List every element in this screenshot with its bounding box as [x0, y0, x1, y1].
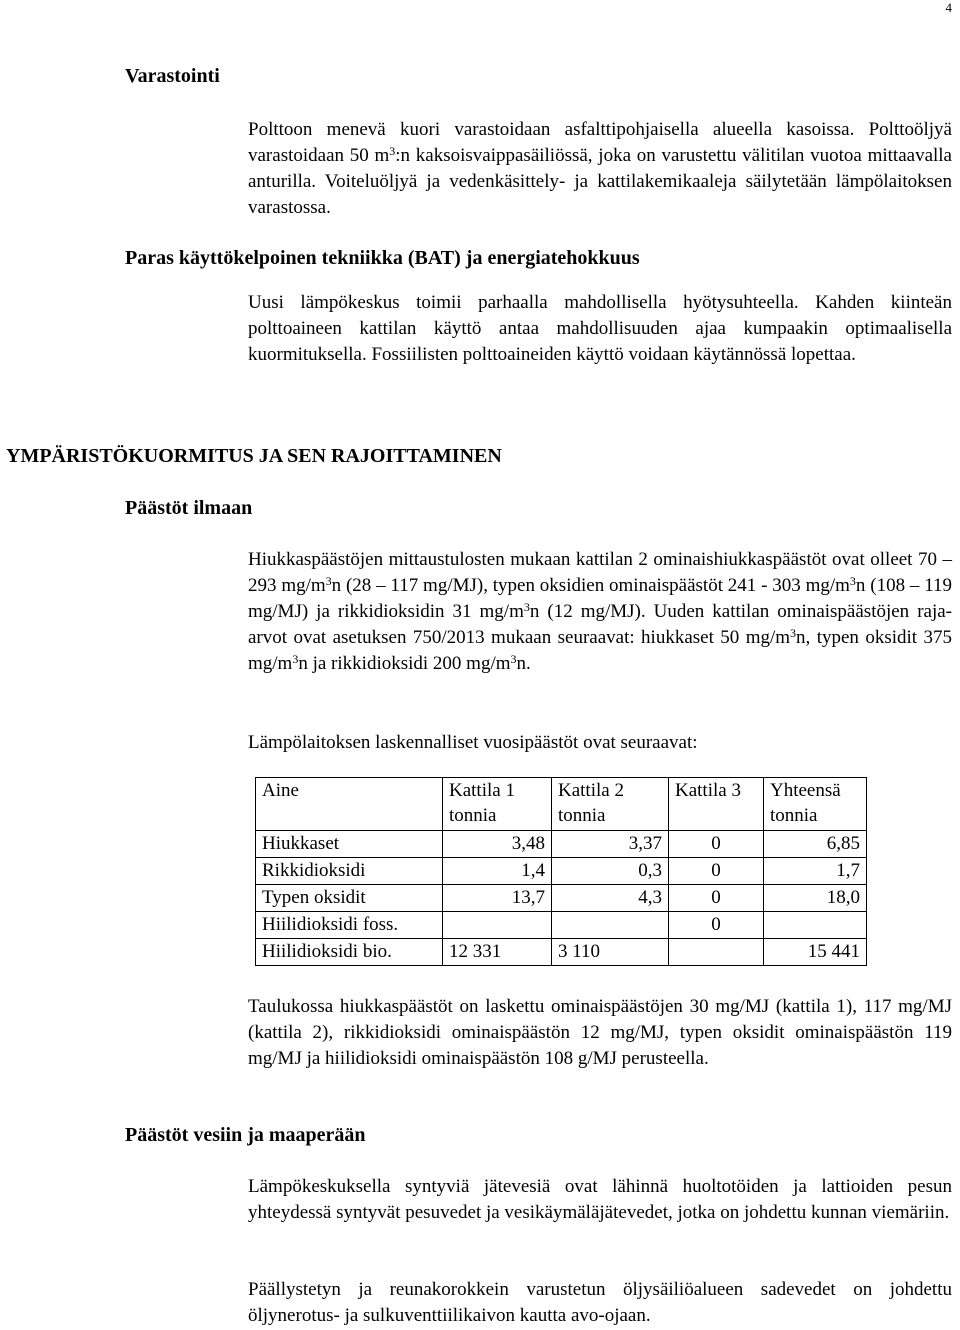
table-cell	[443, 912, 552, 939]
table-cell: 0,3	[552, 858, 669, 885]
table-cell: 1,4	[443, 858, 552, 885]
table-cell: Typen oksidit	[256, 885, 443, 912]
table-row	[256, 939, 867, 966]
heading-paastot-vesiin: Päästöt vesiin ja maaperään	[125, 1124, 366, 1146]
table-cell: 4,3	[552, 885, 669, 912]
table-cell: 18,0	[764, 885, 867, 912]
paragraph-varastointi	[248, 117, 952, 221]
table-cell: 15 441	[764, 939, 867, 966]
table-cell: Hiilidioksidi bio.	[256, 939, 443, 966]
paragraph-jatevedet: Lämpökeskuksella syntyviä jätevesiä ovat lähinnä huoltotöiden ja lattioiden pesun yhteydessä syntyvät pesuvedet ja vesikäymäläjätevedet, jotka on johdettu kunnan viemäriin.	[248, 1176, 952, 1223]
paragraph-sadevedet: Päällystetyn ja reunakorokkein varustetun öljysäiliöalueen sadevedet on johdettu öljynerotus- ja sulkuventtiilikaivon kautta avo-ojaan.	[248, 1279, 952, 1326]
table-cell: 0	[669, 912, 764, 939]
paragraph-vuosipaastot-intro: Lämpölaitoksen laskennalliset vuosipäästöt ovat seuraavat:	[248, 732, 698, 753]
superscript: 3	[292, 652, 299, 666]
text-segment: Hiukkaspäästöjen mittaustulosten mukaan kattilan 2 ominaishiukkaspäästöt ovat olleet 70 – 293 mg/m	[248, 549, 952, 596]
table-cell: Hiilidioksidi foss.	[256, 912, 443, 939]
table-cell: 0	[669, 831, 764, 858]
text-segment: Polttoon menevä kuori varastoidaan asfalttipohjaisella alueella kasoissa. Polttoöljyä varastoidaan 50 m	[248, 119, 952, 166]
table-cell: 3,37	[552, 831, 669, 858]
text-segment: n.	[516, 653, 531, 674]
table-row	[256, 885, 867, 912]
superscript: 3	[389, 144, 396, 158]
table-header-row	[256, 778, 867, 831]
heading-bat: Paras käyttökelpoinen tekniikka (BAT) ja energiatehokkuus	[125, 247, 640, 269]
table-header-cell: Yhteensä tonnia	[764, 778, 867, 831]
text-segment: n (108 – 119 mg/MJ) ja rikkidioksidin 31 mg/m	[248, 575, 952, 622]
table-cell: 3,48	[443, 831, 552, 858]
heading-ymparistokuormitus: YMPÄRISTÖKUORMITUS JA SEN RAJOITTAMINEN	[6, 445, 502, 467]
paragraph-taulukko-selite: Taulukossa hiukkaspäästöt on laskettu ominaispäästöjen 30 mg/MJ (kattila 1), 117 mg/MJ (kattila 2), rikkidioksidi ominaispäästön 12 mg/MJ, typen oksidit ominaispäästön 119 mg/MJ ja hiilidioksidi ominaispäästön 108 g/MJ perusteella.	[248, 996, 952, 1069]
paragraph-hiukkaspaastot	[248, 547, 952, 677]
paragraph-bat: Uusi lämpökeskus toimii parhaalla mahdollisella hyötysuhteella. Kahden kiinteän polttoaineen kattilan käyttö antaa mahdollisuuden ajaa kumpaakin optimaalisella kuormituksella. Fossiilisten polttoaineiden käyttö voidaan käytännössä lopettaa.	[248, 292, 952, 365]
heading-varastointi: Varastointi	[125, 65, 220, 87]
table-row	[256, 858, 867, 885]
table-header-cell: Kattila 3	[669, 778, 764, 831]
superscript: 3	[790, 626, 797, 640]
table-header-cell: Kattila 1 tonnia	[443, 778, 552, 831]
superscript: 3	[849, 574, 856, 588]
table-cell: Rikkidioksidi	[256, 858, 443, 885]
table-cell: 3 110	[552, 939, 669, 966]
table-cell	[669, 939, 764, 966]
table-cell: 0	[669, 885, 764, 912]
superscript: 3	[325, 574, 332, 588]
heading-paastot-ilmaan: Päästöt ilmaan	[125, 497, 253, 519]
emissions-table	[255, 777, 867, 966]
table-row	[256, 831, 867, 858]
table-cell: 6,85	[764, 831, 867, 858]
superscript: 3	[510, 652, 517, 666]
table-cell	[552, 912, 669, 939]
text-segment: n (28 – 117 mg/MJ), typen oksidien ominaispäästöt 241 - 303 mg/m	[331, 575, 850, 596]
table-cell: 12 331	[443, 939, 552, 966]
text-segment: n (12 mg/MJ). Uuden kattilan ominaispäästöjen raja-arvot ovat asetuksen 750/2013 mukaan seuraavat: hiukkaset 50 mg/m	[248, 601, 952, 648]
page-number: 4	[945, 0, 952, 15]
table-cell: 13,7	[443, 885, 552, 912]
text-segment: n ja rikkidioksidi 200 mg/m	[298, 653, 511, 674]
table-header-cell: Aine	[256, 778, 443, 831]
table-cell: Hiukkaset	[256, 831, 443, 858]
superscript: 3	[523, 600, 530, 614]
table-row	[256, 912, 867, 939]
text-segment: :n kaksoisvaippasäiliössä, joka on varustettu välitilan vuotoa mittaavalla anturilla. Voiteluöljyä ja vedenkäsittely- ja kattilakemikaaleja säilytetään lämpölaitoksen varastossa.	[248, 145, 952, 218]
table-cell: 0	[669, 858, 764, 885]
table-cell: 1,7	[764, 858, 867, 885]
table-header-cell: Kattila 2 tonnia	[552, 778, 669, 831]
table-cell	[764, 912, 867, 939]
text-segment: n, typen oksidit 375 mg/m	[248, 627, 952, 674]
